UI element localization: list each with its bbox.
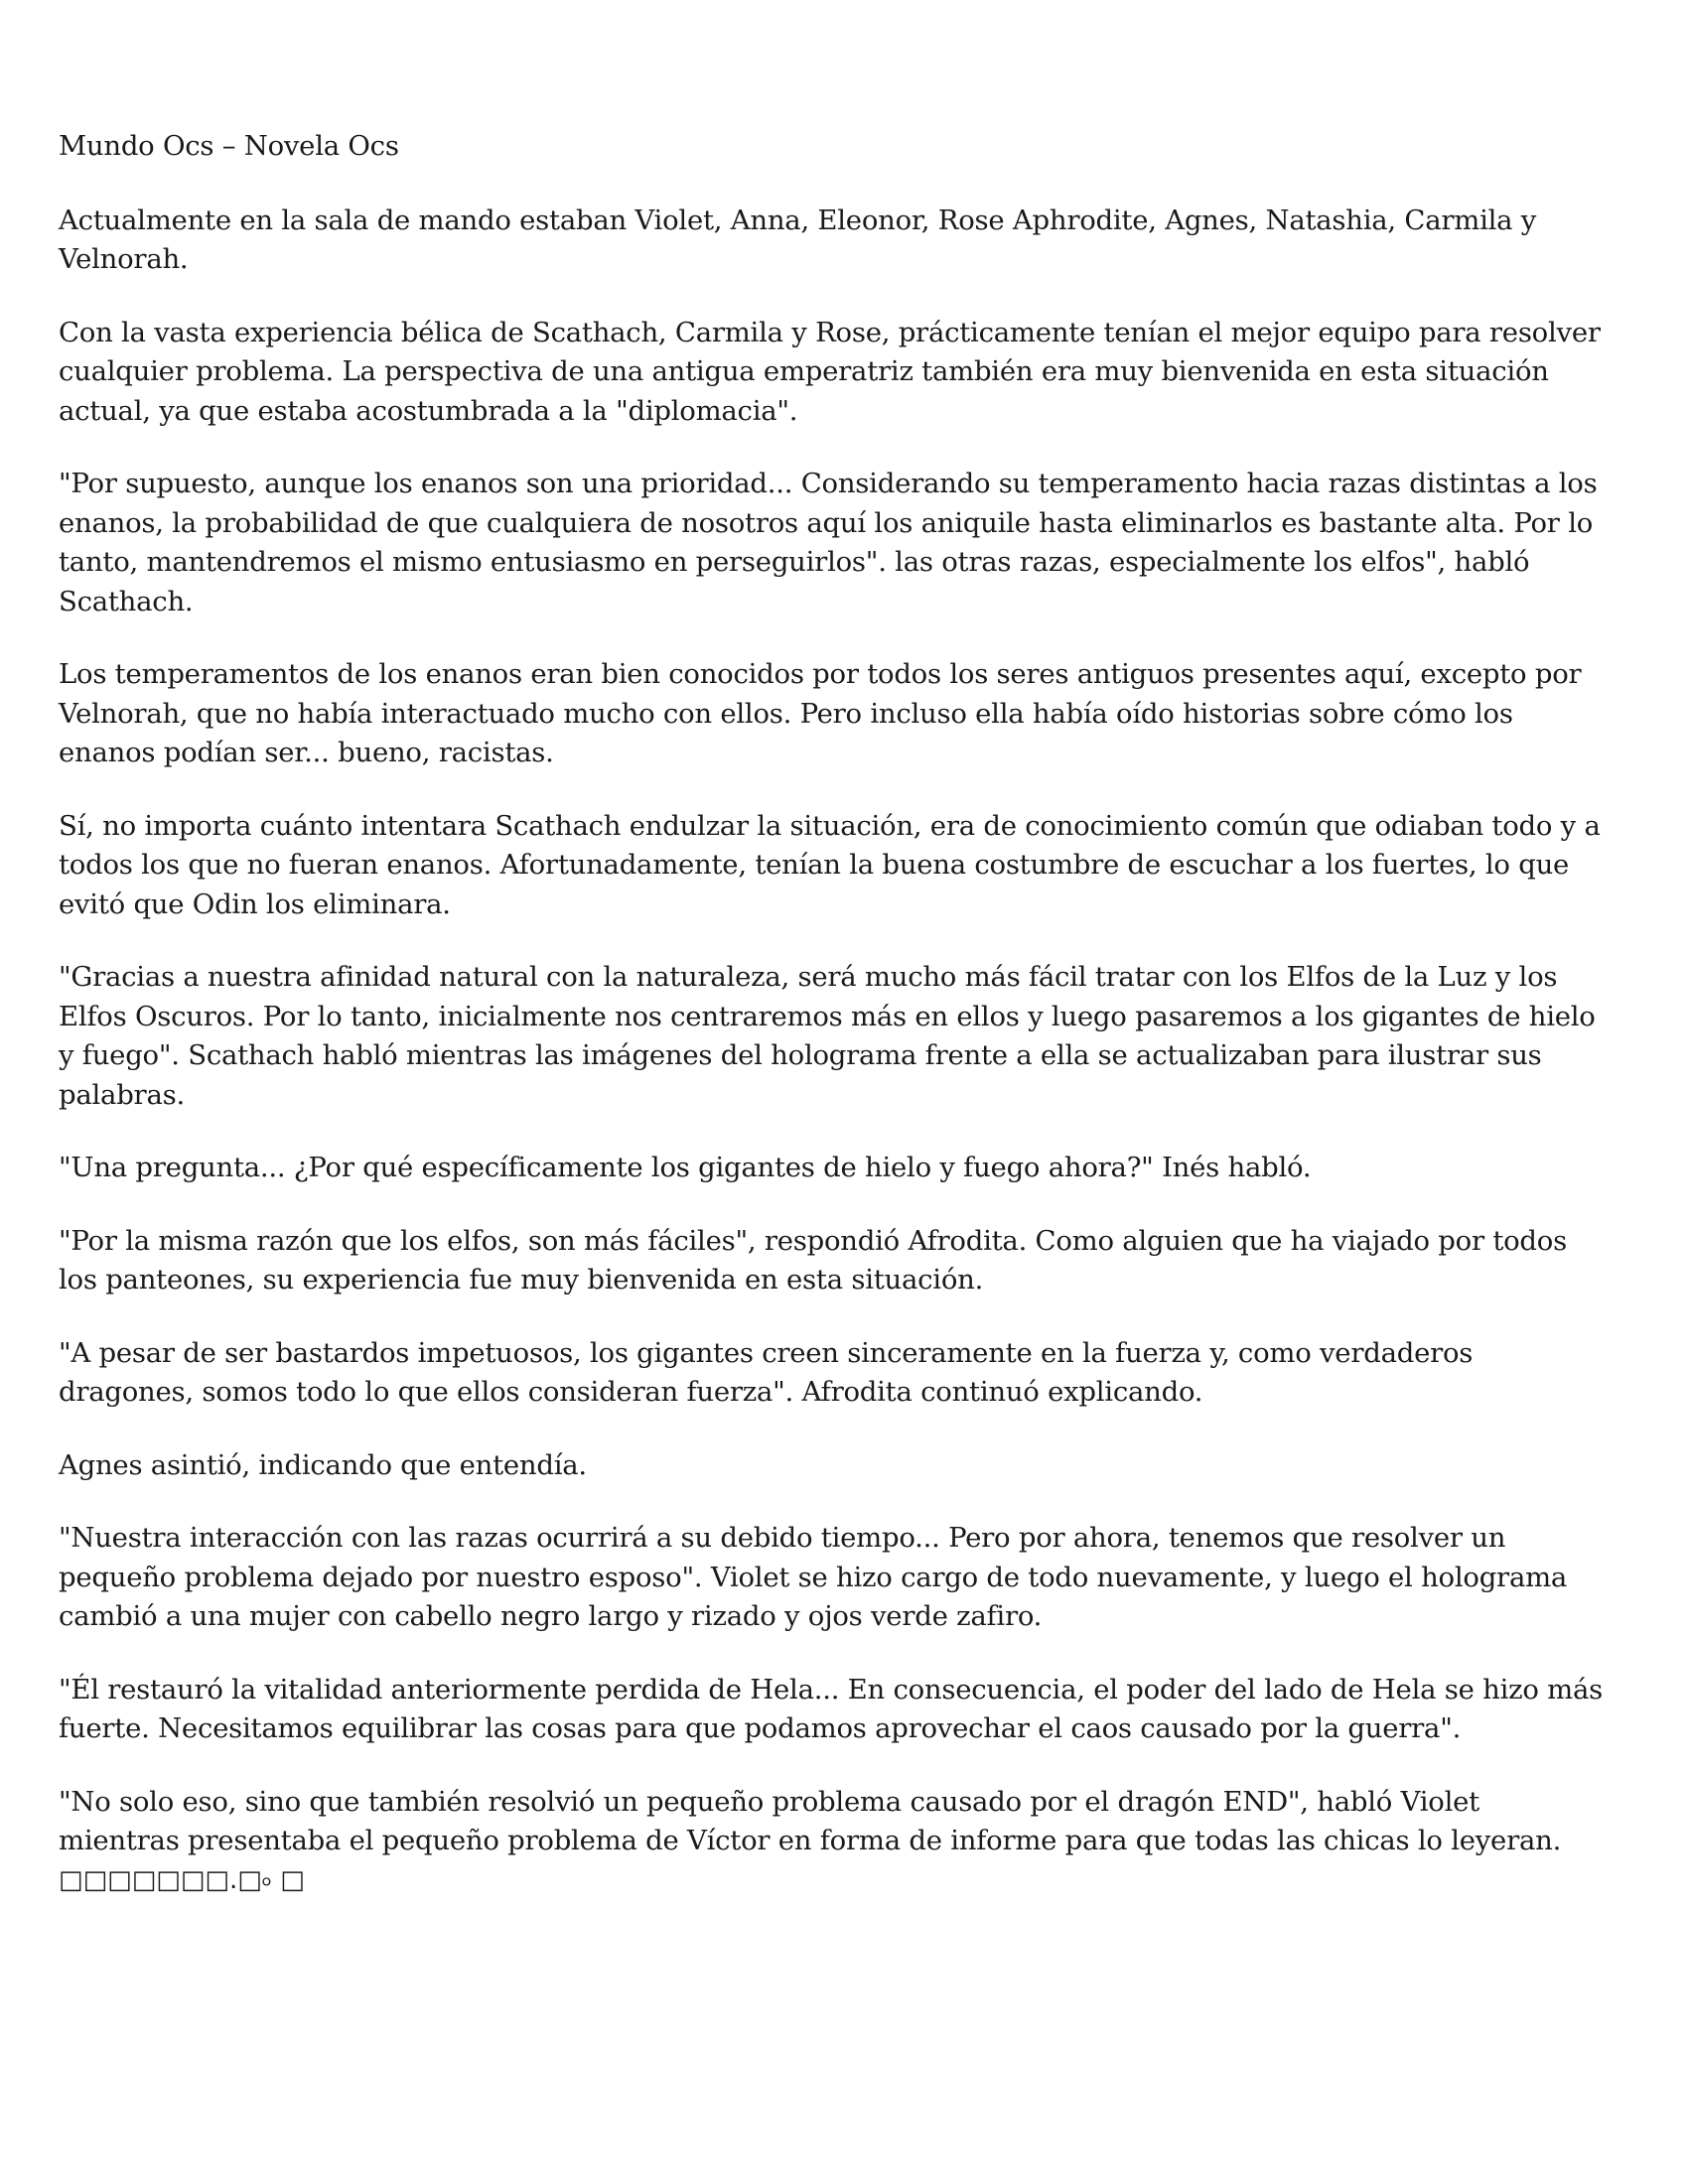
trailing-glyphs: □□□□□□□.□৹ □ (59, 1864, 305, 1895)
paragraph-3: "Por supuesto, aunque los enanos son una prioridad... Considerando su temperamento hacia razas distintas a los enanos, la probabilidad de que cualquiera de nosotros aquí los aniquile hasta eliminarlos es bastante alta. Por lo tanto, mantendremos el mismo entusiasmo en perseguirlos". las otras razas, especialmente los elfos", habló Scathach. (59, 468, 1598, 617)
paragraph-7: "Una pregunta... ¿Por qué específicamente los gigantes de hielo y fuego ahora?" Inés habló. (59, 1152, 1312, 1183)
paragraph-1: Actualmente en la sala de mando estaban Violet, Anna, Eleonor, Rose Aphrodite, Agnes, Natashia, Carmila y Velnorah. (59, 204, 1537, 275)
document-page (59, 127, 1647, 1900)
paragraph-9: "A pesar de ser bastardos impetuosos, los gigantes creen sinceramente en la fuerza y, como verdaderos dragones, somos todo lo que ellos consideran fuerza". Afrodita continuó explicando. (59, 1336, 1474, 1408)
paragraph-13: "No solo eso, sino que también resolvió un pequeño problema causado por el dragón END", habló Violet mientras presentaba el pequeño problema de Víctor en forma de informe para que todas las chicas lo leyeran. (59, 1785, 1562, 1856)
paragraph-8: "Por la misma razón que los elfos, son más fáciles", respondió Afrodita. Como alguien que ha viajado por todos los panteones, su experiencia fue muy bienvenida en esta situación. (59, 1224, 1567, 1296)
paragraph-4: Los temperamentos de los enanos eran bien conocidos por todos los seres antiguos presentes aquí, excepto por Velnorah, que no había interactuado mucho con ellos. Pero incluso ella había oído historias sobre cómo los enanos podían ser... bueno, racistas. (59, 658, 1582, 768)
paragraph-6: "Gracias a nuestra afinidad natural con la naturaleza, será mucho más fácil tratar con los Elfos de la Luz y los Elfos Oscuros. Por lo tanto, inicialmente nos centraremos más en ellos y luego pasaremos a los gigantes de hielo y fuego". Scathach habló mientras las imágenes del holograma frente a ella se actualizaban para ilustrar sus palabras. (59, 961, 1596, 1111)
paragraph-12: "Él restauró la vitalidad anteriormente perdida de Hela... En consecuencia, el poder del lado de Hela se hizo más fuerte. Necesitamos equilibrar las cosas para que podamos aprovechar el caos causado por la guerra". (59, 1673, 1604, 1744)
paragraph-2: Con la vasta experiencia bélica de Scathach, Carmila y Rose, prácticamente tenían el mejor equipo para resolver cualquier problema. La perspectiva de una antigua emperatriz también era muy bienvenida en esta situación actual, ya que estaba acostumbrada a la "diplomacia". (59, 316, 1601, 427)
paragraph-11: "Nuestra interacción con las razas ocurrirá a su debido tiempo... Pero por ahora, tenemos que resolver un pequeño problema dejado por nuestro esposo". Violet se hizo cargo de todo nuevamente, y luego el holograma cambió a una mujer con cabello negro largo y rizado y ojos verde zafiro. (59, 1522, 1568, 1632)
paragraph-5: Sí, no importa cuánto intentara Scathach endulzar la situación, era de conocimiento común que odiaban todo y a todos los que no fueran enanos. Afortunadamente, tenían la buena costumbre de escuchar a los fuertes, lo que evitó que Odin los eliminara. (59, 809, 1601, 920)
paragraph-10: Agnes asintió, indicando que entendía. (59, 1448, 587, 1481)
document-title: Mundo Ocs – Novela Ocs (59, 130, 399, 162)
